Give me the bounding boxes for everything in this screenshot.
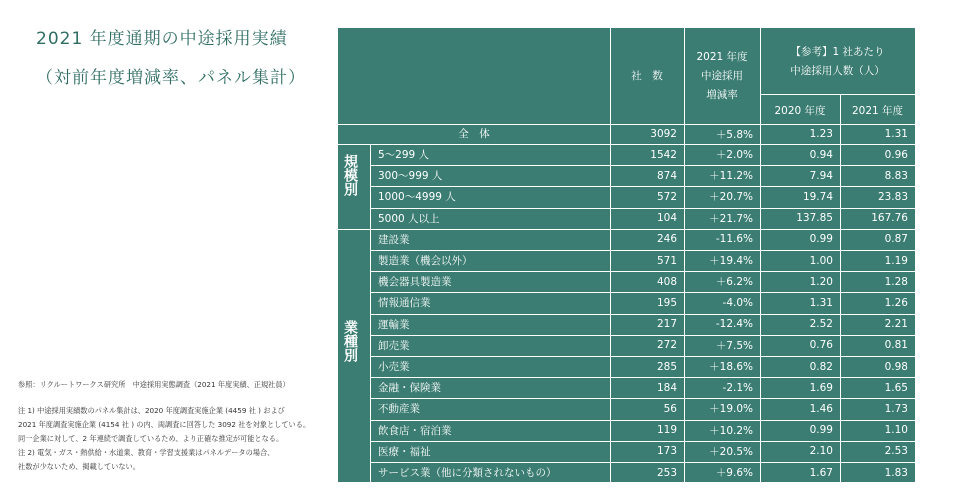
header-rate <box>684 28 760 124</box>
row-2020: 7.94 <box>809 169 833 182</box>
data-table <box>338 28 915 482</box>
header-2020: 2020 年度 <box>774 104 826 117</box>
row-2021: 8.83 <box>884 169 908 182</box>
row-companies: 184 <box>656 381 677 394</box>
row-2021: 1.28 <box>884 275 908 288</box>
row-2021: 1.83 <box>884 466 908 479</box>
row-label: サービス業（他に分類されないもの） <box>378 467 557 480</box>
row-rate: ＋9.6% <box>715 467 753 480</box>
group-label-scale <box>338 154 362 202</box>
row-label: 金融・保険業 <box>378 382 441 395</box>
row-2021: 1.19 <box>884 254 908 267</box>
source-note: 参照：リクルートワークス研究所 中途採用実態調査（2021 年度実績、正規社員） <box>18 380 290 389</box>
header-rate-line1: 2021 年度 <box>696 50 748 63</box>
header-companies: 社 数 <box>631 69 663 82</box>
row-2020: 1.67 <box>809 466 833 479</box>
header-rate-line2: 中途採用 <box>701 69 743 82</box>
row-2021: 167.76 <box>871 212 908 225</box>
note-2-line-b: 社数が少ないため、掲載していない。 <box>18 462 140 471</box>
row-label: 飲食店・宿泊業 <box>378 424 452 437</box>
row-label: 1000～4999 人 <box>378 191 456 204</box>
grid-line <box>370 335 915 336</box>
row-2021: 0.96 <box>884 148 908 161</box>
row-companies: 874 <box>656 169 677 182</box>
row-companies: 246 <box>656 233 677 246</box>
row-label: 機会器具製造業 <box>378 276 452 289</box>
row-2021: 2.21 <box>884 318 908 331</box>
row-rate: ＋7.5% <box>715 339 753 352</box>
row-2021: 23.83 <box>877 190 908 203</box>
notes <box>18 378 310 474</box>
row-2020: 1.46 <box>809 402 833 415</box>
row-2020: 0.94 <box>809 148 833 161</box>
note-1-line-a: 注 1) 中途採用実績数のパネル集計は、2020 年度調査実施企業 (4459 社 ) および <box>18 406 285 415</box>
grid-line <box>338 229 915 230</box>
grid-line <box>760 94 915 95</box>
row-label: 5000 人以上 <box>378 212 440 225</box>
row-2021: 2.53 <box>884 445 908 458</box>
row-rate: ＋18.6% <box>709 361 753 374</box>
row-rate: ＋21.7% <box>709 212 753 225</box>
group-label-industry-text: 業種別 <box>342 320 358 362</box>
page-subtitle: （対前年度増減率、パネル集計） <box>36 68 306 88</box>
grid-line <box>370 208 915 209</box>
grid-line <box>684 28 685 482</box>
row-rate: ＋6.2% <box>715 276 753 289</box>
note-spacer <box>18 392 310 404</box>
grid-line <box>370 314 915 315</box>
row-companies: 571 <box>656 254 677 267</box>
grid-line <box>338 124 915 125</box>
row-companies: 217 <box>656 318 677 331</box>
row-rate: ＋19.4% <box>709 255 753 268</box>
row-label: 小売業 <box>378 361 410 374</box>
grid-line <box>370 250 915 251</box>
grid-line <box>370 377 915 378</box>
row-companies: 572 <box>656 190 677 203</box>
row-label: 建設業 <box>378 233 410 246</box>
row-rate: ＋19.0% <box>709 403 753 416</box>
row-2020: 2.52 <box>809 318 833 331</box>
row-rate: ＋11.2% <box>709 170 753 183</box>
row-rate: ＋2.0% <box>715 149 753 162</box>
grid-line <box>610 28 611 482</box>
page-title: 2021 年度通期の中途採用実績 <box>36 29 288 49</box>
row-companies: 272 <box>656 339 677 352</box>
header-rate-line3: 増減率 <box>706 88 738 101</box>
total-2020: 1.23 <box>809 128 833 140</box>
row-label: 製造業（機会以外） <box>378 255 473 268</box>
row-label: 5～299 人 <box>378 149 430 162</box>
grid-line <box>760 28 761 482</box>
row-2020: 1.31 <box>809 296 833 309</box>
row-2021: 0.81 <box>884 339 908 352</box>
header-reference-line1: 【参考】1 社あたり <box>790 46 885 58</box>
row-companies: 173 <box>656 445 677 458</box>
title-block <box>36 26 306 91</box>
grid-line <box>370 398 915 399</box>
row-rate: -4.0% <box>722 296 753 309</box>
row-2021: 0.98 <box>884 360 908 373</box>
row-2020: 137.85 <box>796 212 833 225</box>
row-companies: 253 <box>656 466 677 479</box>
group-label-scale-text: 規模別 <box>342 154 358 196</box>
row-2021: 1.26 <box>884 296 908 309</box>
total-label: 全 体 <box>458 127 490 140</box>
row-label: 卸売業 <box>378 339 410 352</box>
grid-line <box>370 356 915 357</box>
row-rate: ＋20.7% <box>709 191 753 204</box>
total-2021: 1.31 <box>884 128 908 140</box>
row-companies: 119 <box>656 424 677 437</box>
grid-line <box>370 144 371 482</box>
header-reference-line2: 中途採用人数（人） <box>790 65 885 77</box>
total-companies: 3092 <box>650 128 677 140</box>
grid-line <box>370 420 915 421</box>
row-companies: 408 <box>656 275 677 288</box>
grid-line <box>338 144 915 145</box>
note-2-line-a: 注 2) 電気・ガス・熱供給・水道業、教育・学習支援業はパネルデータの場合、 <box>18 448 275 457</box>
row-2021: 1.73 <box>884 402 908 415</box>
group-label-industry <box>338 320 362 368</box>
row-2020: 19.74 <box>802 190 833 203</box>
row-2020: 1.00 <box>809 254 833 267</box>
grid-line <box>370 271 915 272</box>
row-label: 300～999 人 <box>378 170 443 183</box>
row-companies: 195 <box>656 296 677 309</box>
row-2020: 0.99 <box>809 233 833 246</box>
row-2021: 1.10 <box>884 424 908 437</box>
row-2020: 2.10 <box>809 445 833 458</box>
grid-line <box>840 94 841 482</box>
grid-line <box>370 462 915 463</box>
row-companies: 285 <box>656 360 677 373</box>
row-2020: 0.99 <box>809 424 833 437</box>
grid-line <box>370 186 915 187</box>
row-2020: 0.82 <box>809 360 833 373</box>
grid-line <box>370 441 915 442</box>
header-2021: 2021 年度 <box>851 104 904 117</box>
row-rate: -11.6% <box>715 233 753 246</box>
row-2020: 0.76 <box>809 339 833 352</box>
row-label: 不動産業 <box>378 403 420 416</box>
row-rate: -2.1% <box>722 381 753 394</box>
row-rate: -12.4% <box>715 318 753 331</box>
row-label: 運輸業 <box>378 318 410 331</box>
note-1-line-c: 同一企業に対して、2 年連続で調査しているため、より正確な推定が可能となる。 <box>18 434 284 443</box>
row-rate: ＋10.2% <box>709 424 753 437</box>
row-2020: 1.69 <box>809 381 833 394</box>
grid-line <box>370 292 915 293</box>
row-companies: 56 <box>663 402 677 415</box>
row-2021: 1.65 <box>884 381 908 394</box>
row-2021: 0.87 <box>884 233 908 246</box>
row-label: 医療・福祉 <box>378 445 431 458</box>
total-rate: ＋5.8% <box>715 128 753 141</box>
note-1-line-b: 2021 年度調査実施企業 (4154 社 ) の内、両調査に回答した 3092 社を対象としている。 <box>18 420 311 429</box>
row-companies: 1542 <box>650 148 677 161</box>
grid-line <box>370 165 915 166</box>
row-2020: 1.20 <box>809 275 833 288</box>
row-label: 情報通信業 <box>378 297 431 310</box>
row-rate: ＋20.5% <box>709 445 753 458</box>
row-companies: 104 <box>656 212 677 225</box>
header-reference <box>760 34 915 90</box>
